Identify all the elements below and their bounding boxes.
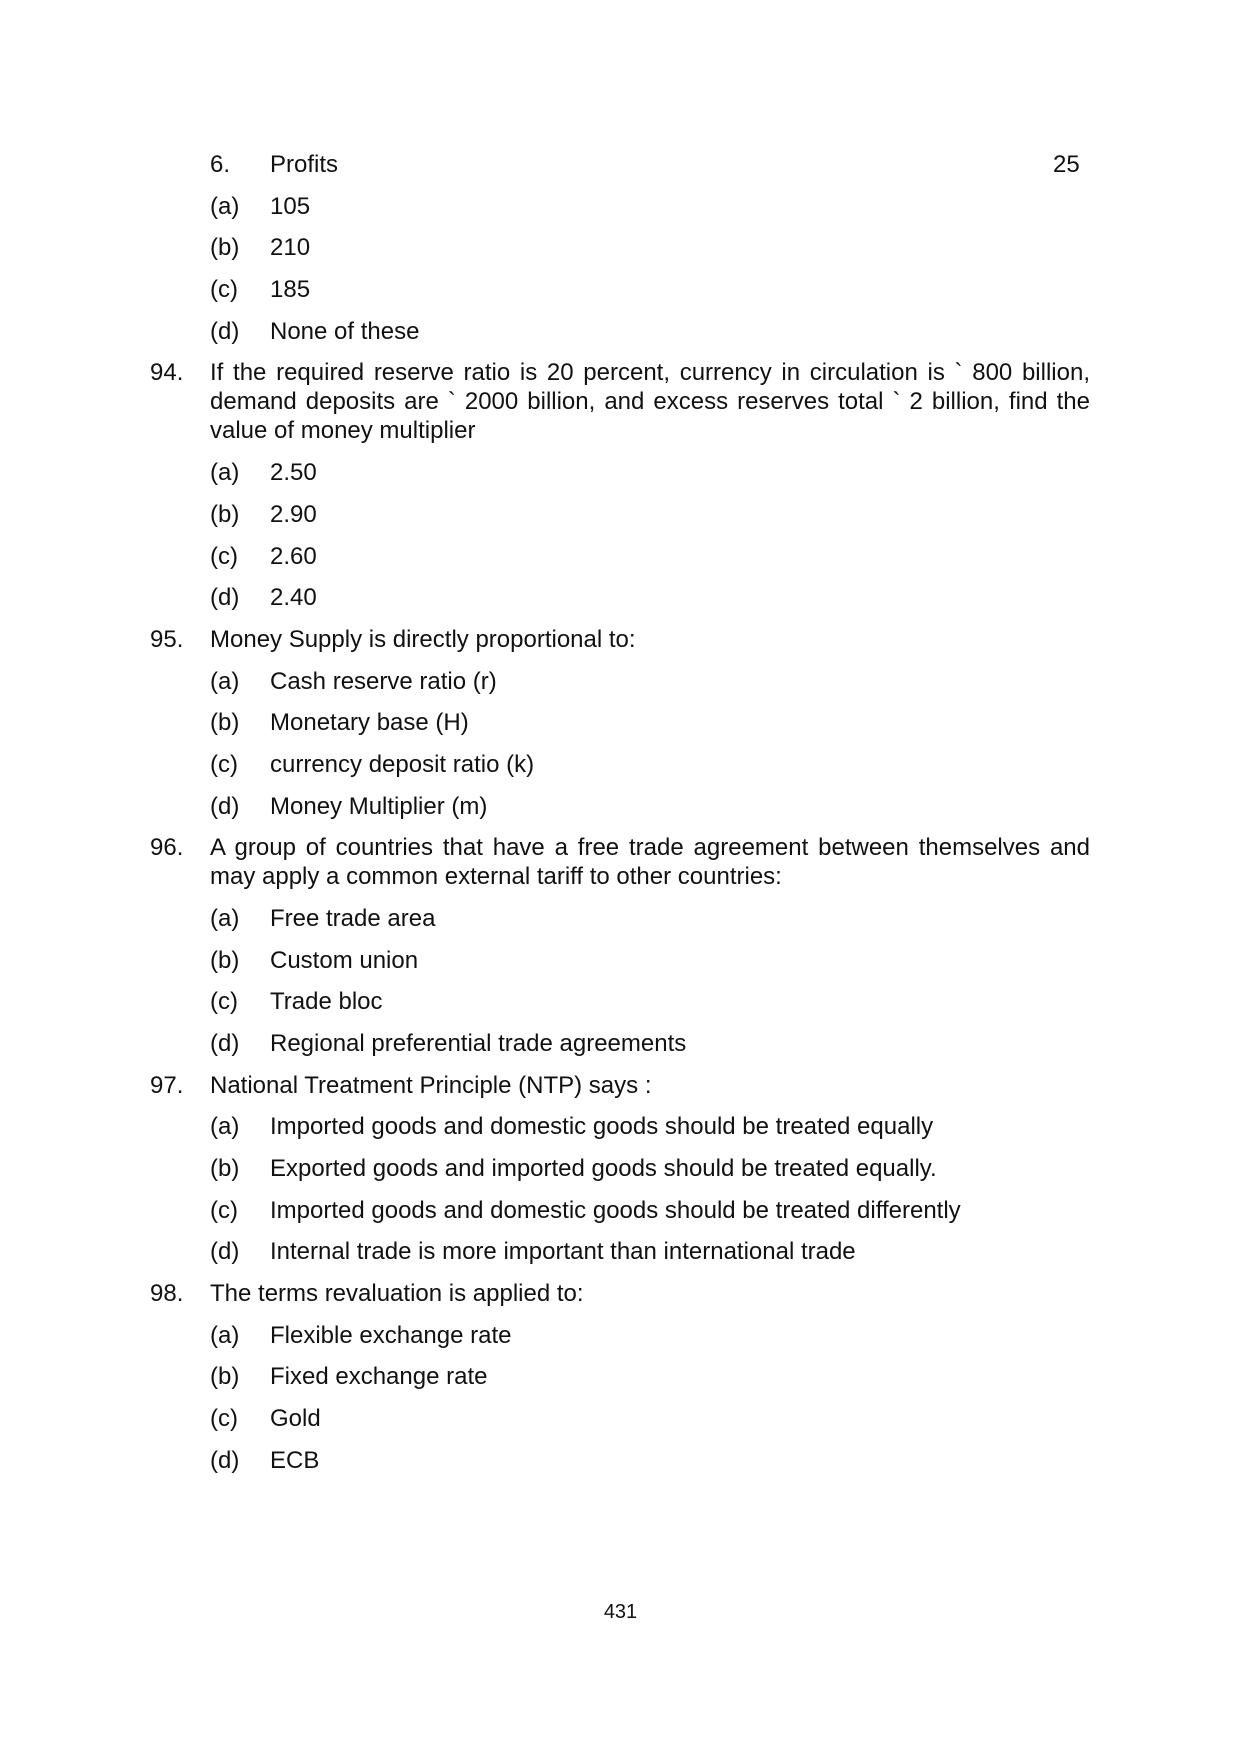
option-text: 2.50 <box>270 459 317 486</box>
option-text: Gold <box>270 1405 321 1432</box>
option-label: (d) <box>210 318 240 345</box>
option-label: (b) <box>210 709 240 736</box>
option-label: (c) <box>210 988 238 1015</box>
option-label: (c) <box>210 1405 238 1432</box>
question-number: 95. <box>150 626 184 653</box>
option-text: Fixed exchange rate <box>270 1363 488 1390</box>
option-text: ECB <box>270 1447 320 1474</box>
option-text: 185 <box>270 276 311 303</box>
option-label: (c) <box>210 751 238 778</box>
option-label: (c) <box>210 276 238 303</box>
option-label: (a) <box>210 905 240 932</box>
option-label: (a) <box>210 459 240 486</box>
option-text: Flexible exchange rate <box>270 1322 512 1349</box>
row-number: 6. <box>210 151 231 178</box>
option-text: 210 <box>270 234 311 261</box>
option-text: None of these <box>270 318 420 345</box>
option-text: Custom union <box>270 947 419 974</box>
option-label: (d) <box>210 1030 240 1057</box>
option-label: (a) <box>210 193 240 220</box>
option-text: Monetary base (H) <box>270 709 469 736</box>
question-number: 98. <box>150 1280 184 1307</box>
option-text: Imported goods and domestic goods should be treated equally <box>270 1113 934 1140</box>
option-label: (d) <box>210 1447 240 1474</box>
option-label: (c) <box>210 543 238 570</box>
option-label: (b) <box>210 947 240 974</box>
question-text: If the required reserve ratio is 20 percent, currency in circulation is ` 800 billion, demand deposits are ` 2000 billion, and excess reserves total ` 2 billion, find the value of money multiplier <box>210 359 1090 444</box>
question-text: National Treatment Principle (NTP) says : <box>210 1072 652 1099</box>
option-label: (d) <box>210 793 240 820</box>
option-label: (a) <box>210 668 240 695</box>
option-text: Cash reserve ratio (r) <box>270 668 497 695</box>
option-text: currency deposit ratio (k) <box>270 751 535 778</box>
option-text: Trade bloc <box>270 988 383 1015</box>
option-text: Exported goods and imported goods should be treated equally. <box>270 1155 937 1182</box>
option-text: 2.90 <box>270 501 317 528</box>
option-label: (c) <box>210 1197 238 1224</box>
question-text: A group of countries that have a free trade agreement between themselves and may apply a common external tariff to other countries: <box>210 834 1090 890</box>
row-value: 25 <box>1053 151 1080 178</box>
page-number: 431 <box>603 1601 638 1623</box>
option-label: (d) <box>210 1238 240 1265</box>
question-text: Money Supply is directly proportional to: <box>210 626 636 653</box>
option-label: (d) <box>210 584 240 611</box>
option-label: (b) <box>210 501 240 528</box>
option-text: Free trade area <box>270 905 436 932</box>
option-text: 105 <box>270 193 311 220</box>
question-number: 94. <box>150 359 184 386</box>
option-label: (a) <box>210 1113 240 1140</box>
option-text: 2.40 <box>270 584 317 611</box>
row-label: Profits <box>270 151 339 178</box>
option-text: Internal trade is more important than international trade <box>270 1238 856 1265</box>
option-text: Money Multiplier (m) <box>270 793 488 820</box>
option-label: (b) <box>210 1363 240 1390</box>
question-number: 97. <box>150 1072 184 1099</box>
option-label: (b) <box>210 234 240 261</box>
option-text: 2.60 <box>270 543 317 570</box>
option-label: (b) <box>210 1155 240 1182</box>
option-text: Regional preferential trade agreements <box>270 1030 687 1057</box>
question-number: 96. <box>150 834 184 861</box>
question-text: The terms revaluation is applied to: <box>210 1280 584 1307</box>
option-label: (a) <box>210 1322 240 1349</box>
option-text: Imported goods and domestic goods should be treated differently <box>270 1197 961 1224</box>
